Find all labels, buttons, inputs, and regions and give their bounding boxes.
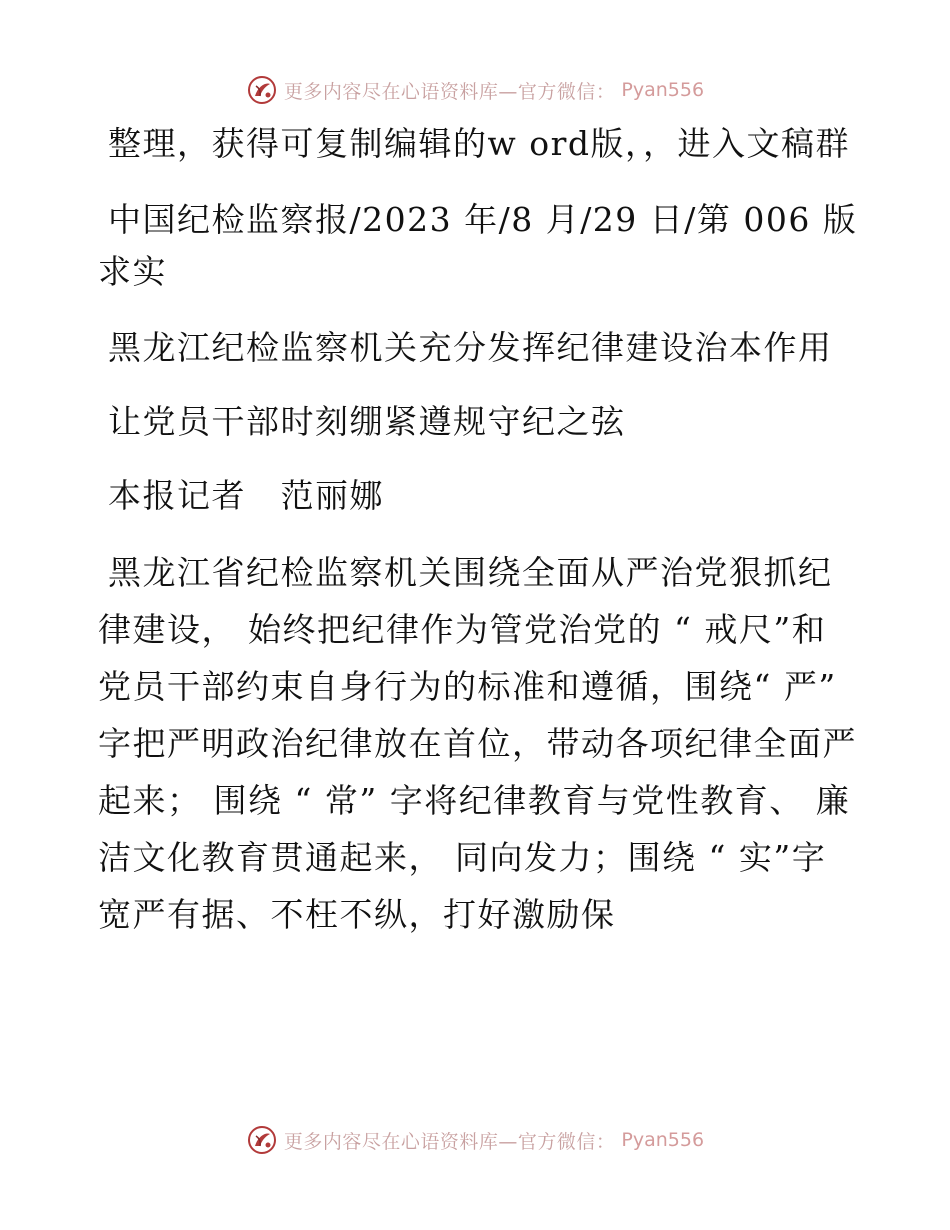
- intro-paragraph: 整理，获得可复制编辑的w ord版，，进入文稿群: [108, 124, 851, 163]
- header-brand-text: 更多内容尽在心语资料库—官方微信：: [283, 80, 616, 103]
- flower-logo-icon: [246, 74, 278, 106]
- page-header: [0, 70, 950, 110]
- footer-wechat-id: Pyan556: [621, 1129, 705, 1151]
- page-footer: [0, 1120, 950, 1160]
- flower-logo-icon: [246, 1124, 278, 1156]
- subheadline: 让党员干部时刻绷紧遵规守纪之弦: [108, 402, 626, 441]
- header-brand: [246, 74, 704, 106]
- header-wechat-id: Pyan556: [621, 79, 705, 101]
- headline: 黑龙江纪检监察机关充分发挥纪律建设治本作用: [108, 328, 833, 367]
- footer-brand-text: 更多内容尽在心语资料库—官方微信：: [283, 1130, 616, 1153]
- footer-brand: [246, 1124, 704, 1156]
- byline: 本报记者 范丽娜: [108, 476, 384, 515]
- body-paragraph: 黑龙江省纪检监察机关围绕全面从严治党狠抓纪律建设， 始终把纪律作为管党治党的 “ 戒尺”和党员干部约束自身行为的标准和遵循，围绕“ 严” 字把严明政治纪律放在首位，带动各项纪律全面严起来； 围绕 “ 常” 字将纪律教育与党性教育、 廉洁文化教育贯通起来， 同向发力；围绕 “ 实”字宽严有据、不枉不纵，打好激励保: [98, 553, 857, 934]
- source-line: 中国纪检监察报/2023 年/8 月/29 日/第 006 版求实: [98, 200, 858, 291]
- document-body: [98, 118, 858, 943]
